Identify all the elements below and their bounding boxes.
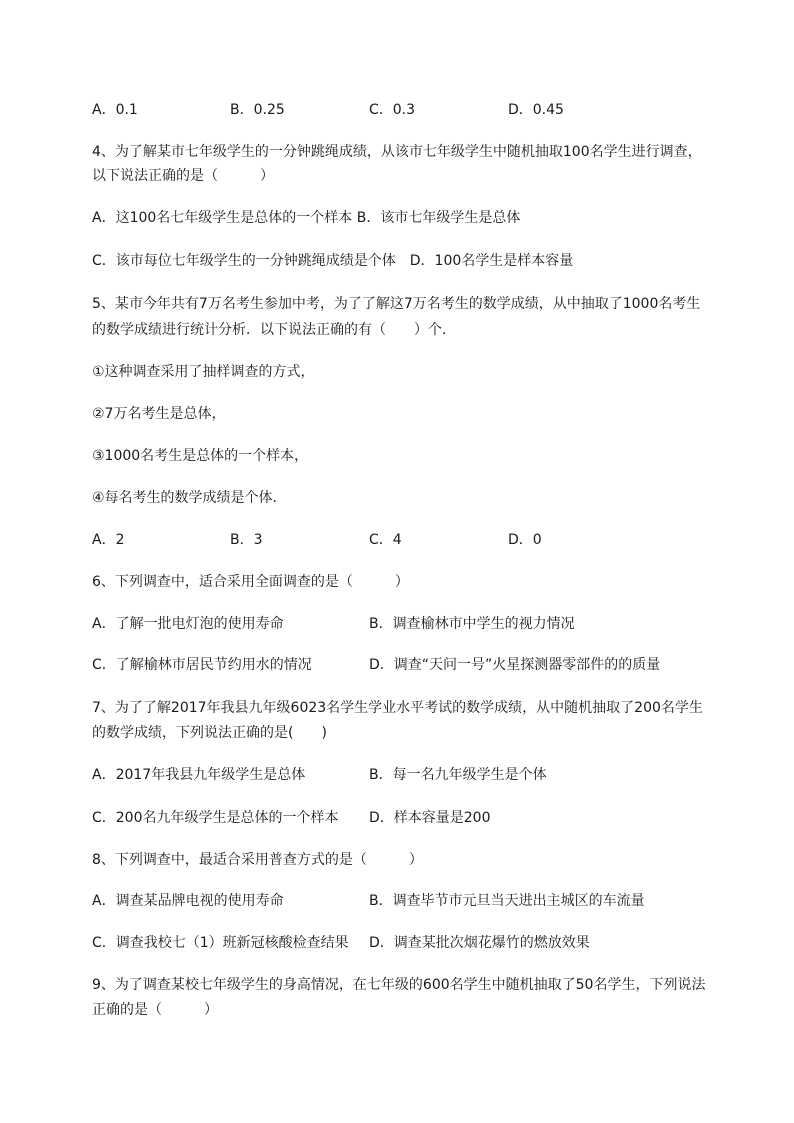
- q5-statement-4: ④每名考生的数学成绩是个体．: [92, 490, 287, 506]
- q4-options-line2: C．该市每位七年级学生的一分钟跳绳成绩是个体 D．100名学生是样本容量: [92, 253, 574, 269]
- q5-statement-2: ②7万名考生是总体，: [92, 406, 226, 422]
- q3-option-a: A．0.1: [92, 102, 138, 118]
- q3-option-b: B．0.25: [230, 102, 285, 118]
- q5-option-b: B．3: [230, 532, 263, 548]
- q5-stem-line1: 5、某市今年共有7万名考生参加中考，为了了解这7万名考生的数学成绩，从中抽取了1000名考生: [92, 296, 701, 312]
- q6-stem: 6、下列调查中，适合采用全面调查的是（ ）: [92, 574, 409, 590]
- q7-option-d: D．样本容量是200: [369, 810, 491, 826]
- q7-option-b: B．每一名九年级学生是个体: [369, 767, 547, 783]
- q6-option-a: A．了解一批电灯泡的使用寿命: [92, 616, 284, 632]
- q5-option-c: C．4: [369, 532, 402, 548]
- q5-stem-line2: 的数学成绩进行统计分析．以下说法正确的有（ ）个．: [92, 322, 456, 338]
- q7-option-c: C．200名九年级学生是总体的一个样本: [92, 810, 339, 826]
- q6-option-c: C．了解榆林市居民节约用水的情况: [92, 657, 312, 673]
- q6-option-b: B．调查榆林市中学生的视力情况: [369, 616, 575, 632]
- q7-option-a: A．2017年我县九年级学生是总体: [92, 767, 306, 783]
- q3-option-d: D．0.45: [508, 102, 564, 118]
- q6-option-d: D．调查“天问一号”火星探测器零部件的的质量: [369, 657, 661, 673]
- q8-option-c: C．调查我校七（1）班新冠核酸检查结果: [92, 935, 349, 951]
- q5-statement-1: ①这种调查采用了抽样调查的方式，: [92, 364, 315, 380]
- q7-stem-line1: 7、为了了解2017年我县九年级6023名学生学业水平考试的数学成绩，从中随机抽取了200名学生: [92, 700, 703, 716]
- q5-option-a: A．2: [92, 532, 125, 548]
- q8-option-b: B．调查毕节市元旦当天进出主城区的车流量: [369, 893, 645, 909]
- q8-option-d: D．调查某批次烟花爆竹的燃放效果: [369, 935, 590, 951]
- q8-stem: 8、下列调查中，最适合采用普查方式的是（ ）: [92, 852, 423, 868]
- q9-stem-line2: 正确的是（ ）: [92, 1002, 218, 1018]
- q5-statement-3: ③1000名考生是总体的一个样本，: [92, 448, 309, 464]
- q7-stem-line2: 的数学成绩，下列说法正确的是( ): [92, 725, 327, 741]
- q4-stem-line2: 以下说法正确的是（ ）: [92, 168, 274, 184]
- q4-options-line1: A．这100名七年级学生是总体的一个样本 B．该市七年级学生是总体: [92, 210, 521, 226]
- q3-option-c: C．0.3: [369, 102, 416, 118]
- q5-option-d: D．0: [508, 532, 542, 548]
- q4-stem-line1: 4、为了解某市七年级学生的一分钟跳绳成绩，从该市七年级学生中随机抽取100名学生进行调查，: [92, 144, 702, 160]
- q8-option-a: A．调查某品牌电视的使用寿命: [92, 893, 284, 909]
- q9-stem-line1: 9、为了调查某校七年级学生的身高情况，在七年级的600名学生中随机抽取了50名学生，下列说法: [92, 977, 706, 993]
